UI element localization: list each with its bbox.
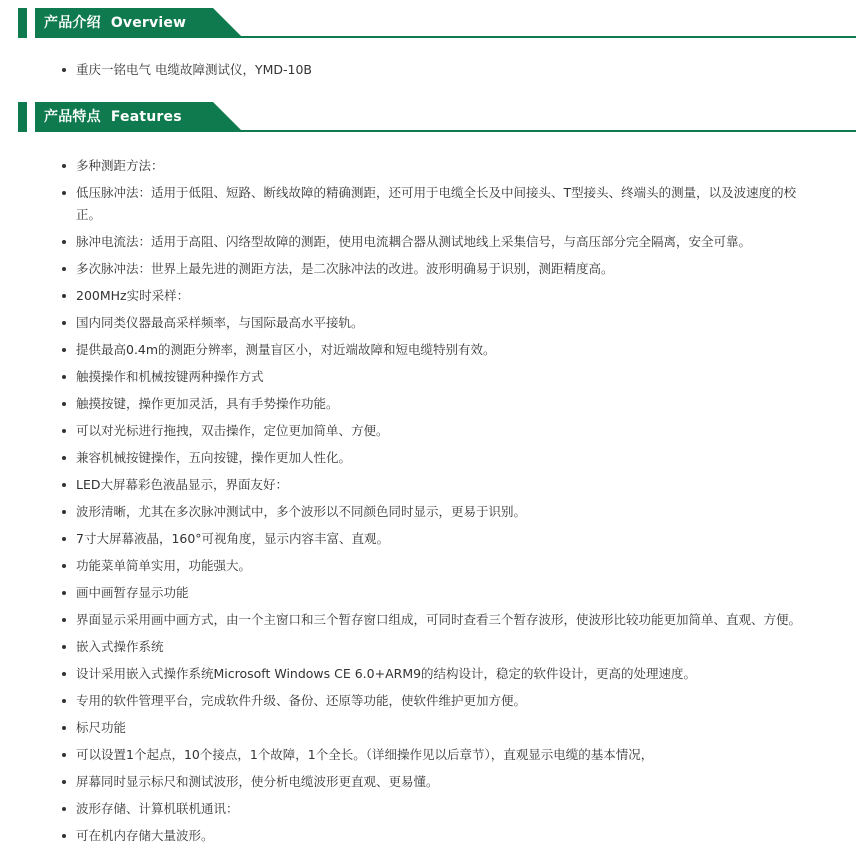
list-item: 低压脉冲法：适用于低阻、短路、断线故障的精确测距，还可用于电缆全长及中间接头、T型接头、终端头的测量，以及波速度的校正。 [0,182,860,226]
list-item: 触摸操作和机械按键两种操作方式 [0,366,860,388]
list-item: 专用的软件管理平台，完成软件升级、备份、还原等功能，使软件维护更加方便。 [0,690,860,712]
list-item: 触摸按键，操作更加灵活，具有手势操作功能。 [0,393,860,415]
list-item: 功能菜单简单实用，功能强大。 [0,555,860,577]
list-item: 200MHz实时采样： [0,285,860,307]
overview-title-cn: 产品介绍 [44,15,101,31]
list-item: 多种测距方法： [0,155,860,177]
list-item: 画中画暂存显示功能 [0,582,860,604]
overview-section-header [18,8,856,38]
overview-list [0,59,860,86]
list-item: 屏幕同时显示标尺和测试波形，使分析电缆波形更直观、更易懂。 [0,771,860,793]
list-item: 重庆一铭电气 电缆故障测试仪，YMD-10B [0,59,860,81]
list-item: LED大屏幕彩色液晶显示，界面友好： [0,474,860,496]
list-item: 可以对光标进行拖拽，双击操作，定位更加简单、方便。 [0,420,860,442]
features-title [44,102,182,132]
list-item: 嵌入式操作系统 [0,636,860,658]
list-item: 7寸大屏幕液晶，160°可视角度，显示内容丰富、直观。 [0,528,860,550]
features-section-header [18,102,856,132]
header-accent-bar [18,8,27,38]
list-item: 脉冲电流法：适用于高阻、闪络型故障的测距，使用电流耦合器从测试地线上采集信号，与高压部分完全隔离，安全可靠。 [0,231,860,253]
list-item: 兼容机械按键操作，五向按键，操作更加人性化。 [0,447,860,469]
list-item: 国内同类仪器最高采样频率，与国际最高水平接轨。 [0,312,860,334]
list-item: 波形清晰，尤其在多次脉冲测试中，多个波形以不同颜色同时显示，更易于识别。 [0,501,860,523]
features-list [0,155,860,852]
list-item: 界面显示采用画中画方式，由一个主窗口和三个暂存窗口组成，可同时查看三个暂存波形，使波形比较功能更加简单、直观、方便。 [0,609,860,631]
features-title-en: Features [110,109,182,125]
header-accent-bar [18,102,27,132]
features-title-cn: 产品特点 [44,109,101,125]
list-item: 可以设置1个起点，10个接点，1个故障，1个全长。（详细操作见以后章节），直观显示电缆的基本情况， [0,744,860,766]
overview-title-en: Overview [110,15,187,31]
list-item: 设计采用嵌入式操作系统Microsoft Windows CE 6.0+ARM9的结构设计，稳定的软件设计，更高的处理速度。 [0,663,860,685]
list-item: 可在机内存储大量波形。 [0,825,860,847]
list-item: 提供最高0.4m的测距分辨率，测量盲区小，对近端故障和短电缆特别有效。 [0,339,860,361]
list-item: 标尺功能 [0,717,860,739]
list-item: 多次脉冲法：世界上最先进的测距方法，是二次脉冲法的改进。波形明确易于识别，测距精度高。 [0,258,860,280]
overview-title [44,8,186,38]
list-item: 波形存储、计算机联机通讯： [0,798,860,820]
